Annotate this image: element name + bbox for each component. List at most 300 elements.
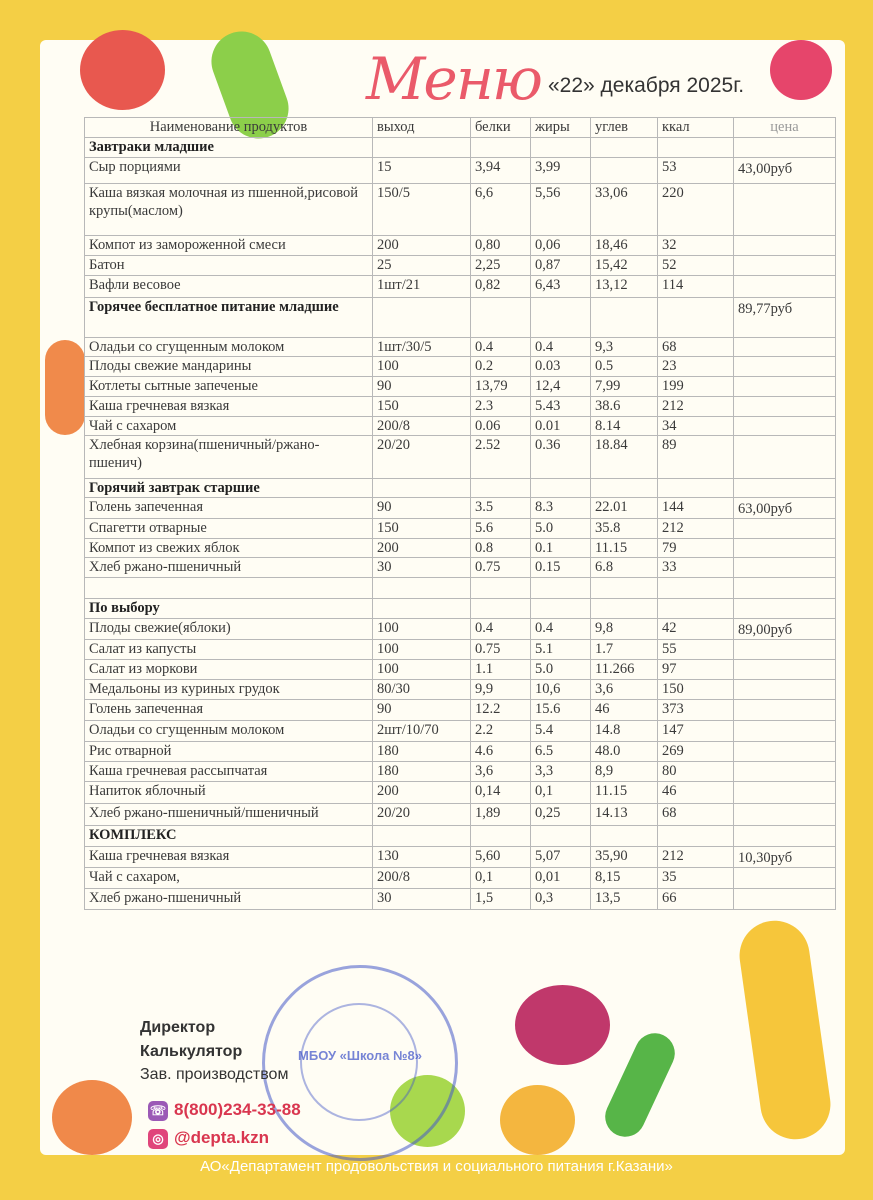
product-name: Рис отварной — [85, 742, 373, 762]
portion-cell: 90 — [373, 377, 471, 397]
phone-number: 8(800)234-33-88 — [174, 1100, 301, 1119]
section-row — [85, 298, 836, 338]
instagram-icon: ◎ — [148, 1129, 168, 1149]
instagram-contact[interactable] — [148, 1128, 269, 1149]
section-row — [85, 826, 836, 847]
portion-cell: 130 — [373, 847, 471, 868]
carbs-cell: 11.266 — [591, 660, 658, 680]
portion-cell: 30 — [373, 558, 471, 578]
portion-cell: 15 — [373, 158, 471, 184]
price-cell — [734, 236, 836, 256]
product-name: Батон — [85, 256, 373, 276]
carbs-cell: 35.8 — [591, 519, 658, 539]
protein-cell: 3,94 — [471, 158, 531, 184]
table-row — [85, 377, 836, 397]
radish-illustration — [770, 40, 832, 100]
kcal-cell: 34 — [658, 417, 734, 436]
kcal-cell: 212 — [658, 847, 734, 868]
protein-cell: 0.8 — [471, 539, 531, 558]
portion-cell: 150/5 — [373, 184, 471, 236]
carbs-cell: 9,8 — [591, 619, 658, 640]
portion-cell: 200 — [373, 539, 471, 558]
table-row — [85, 660, 836, 680]
protein-cell: 9,9 — [471, 680, 531, 700]
product-name: Медальоны из куриных грудок — [85, 680, 373, 700]
carbs-cell: 9,3 — [591, 338, 658, 357]
table-row — [85, 640, 836, 660]
protein-cell: 4.6 — [471, 742, 531, 762]
price-cell: 43,00руб — [734, 158, 836, 184]
kcal-cell — [658, 826, 734, 847]
product-name: Завтраки младшие — [85, 138, 373, 158]
kcal-cell: 68 — [658, 804, 734, 826]
protein-cell: 0.06 — [471, 417, 531, 436]
product-name: Хлеб ржано-пшеничный — [85, 558, 373, 578]
price-cell — [734, 762, 836, 782]
product-name: Голень запеченная — [85, 498, 373, 519]
protein-cell: 2,25 — [471, 256, 531, 276]
protein-cell: 1,5 — [471, 889, 531, 910]
kcal-cell: 35 — [658, 868, 734, 889]
protein-cell — [471, 138, 531, 158]
fat-cell — [531, 298, 591, 338]
portion-cell: 2шт/10/70 — [373, 721, 471, 742]
price-cell — [734, 660, 836, 680]
product-name: Чай с сахаром, — [85, 868, 373, 889]
kcal-cell: 97 — [658, 660, 734, 680]
product-name: По выбору — [85, 599, 373, 619]
table-row — [85, 436, 836, 479]
stamp-text: МБОУ «Школа №8» — [298, 1048, 422, 1063]
beet-illustration — [515, 985, 610, 1065]
portion-cell: 20/20 — [373, 804, 471, 826]
price-cell — [734, 742, 836, 762]
carbs-cell — [591, 138, 658, 158]
price-cell: 89,00руб — [734, 619, 836, 640]
kcal-cell: 46 — [658, 782, 734, 804]
kcal-cell: 55 — [658, 640, 734, 660]
protein-cell: 0.4 — [471, 338, 531, 357]
price-cell — [734, 519, 836, 539]
role-director: Директор — [140, 1019, 216, 1036]
product-name: Компот из свежих яблок — [85, 539, 373, 558]
table-row — [85, 357, 836, 377]
product-name: Плоды свежие мандарины — [85, 357, 373, 377]
table-row — [85, 184, 836, 236]
protein-cell: 0.75 — [471, 558, 531, 578]
fat-cell — [531, 599, 591, 619]
price-cell — [734, 640, 836, 660]
fat-cell — [531, 826, 591, 847]
kcal-cell: 33 — [658, 558, 734, 578]
carbs-cell: 18,46 — [591, 236, 658, 256]
price-cell — [734, 436, 836, 479]
menu-table — [84, 117, 836, 910]
table-row — [85, 236, 836, 256]
portion-cell — [373, 826, 471, 847]
carbs-cell — [591, 826, 658, 847]
protein-cell: 0,80 — [471, 236, 531, 256]
kcal-cell: 66 — [658, 889, 734, 910]
carbs-cell: 6.8 — [591, 558, 658, 578]
kcal-cell: 68 — [658, 338, 734, 357]
product-name — [85, 578, 373, 599]
product-name: Чай с сахаром — [85, 417, 373, 436]
fat-cell: 0,87 — [531, 256, 591, 276]
phone-contact[interactable] — [148, 1100, 301, 1121]
product-name: Салат из капусты — [85, 640, 373, 660]
portion-cell — [373, 138, 471, 158]
price-cell — [734, 804, 836, 826]
price-cell — [734, 479, 836, 498]
section-row — [85, 138, 836, 158]
fat-cell — [531, 578, 591, 599]
column-header: Наименование продуктов — [85, 118, 373, 138]
product-name: Оладьи со сгущенным молоком — [85, 338, 373, 357]
carbs-cell: 8,15 — [591, 868, 658, 889]
kcal-cell — [658, 298, 734, 338]
kcal-cell: 23 — [658, 357, 734, 377]
kcal-cell: 212 — [658, 397, 734, 417]
fat-cell: 5.43 — [531, 397, 591, 417]
carbs-cell — [591, 479, 658, 498]
price-cell — [734, 889, 836, 910]
kcal-cell: 89 — [658, 436, 734, 479]
price-cell — [734, 558, 836, 578]
kcal-cell: 42 — [658, 619, 734, 640]
carbs-cell: 48.0 — [591, 742, 658, 762]
table-row — [85, 868, 836, 889]
column-header: выход — [373, 118, 471, 138]
portion-cell: 25 — [373, 256, 471, 276]
school-stamp — [262, 965, 458, 1161]
kcal-cell: 32 — [658, 236, 734, 256]
carbs-cell: 13,12 — [591, 276, 658, 298]
table-row — [85, 762, 836, 782]
product-name: Вафли весовое — [85, 276, 373, 298]
table-row — [85, 498, 836, 519]
table-row — [85, 889, 836, 910]
protein-cell: 1.1 — [471, 660, 531, 680]
carbs-cell — [591, 599, 658, 619]
price-cell: 10,30руб — [734, 847, 836, 868]
product-name: Каша гречневая вязкая — [85, 397, 373, 417]
protein-cell: 12.2 — [471, 700, 531, 721]
carbs-cell: 14.13 — [591, 804, 658, 826]
protein-cell: 13,79 — [471, 377, 531, 397]
table-header — [85, 118, 836, 138]
fat-cell: 0,06 — [531, 236, 591, 256]
column-header: углев — [591, 118, 658, 138]
product-name: Котлеты сытные запеченые — [85, 377, 373, 397]
price-cell — [734, 357, 836, 377]
fat-cell: 0,3 — [531, 889, 591, 910]
carbs-cell: 13,5 — [591, 889, 658, 910]
column-header: цена — [734, 118, 836, 138]
price-cell — [734, 276, 836, 298]
protein-cell: 0,82 — [471, 276, 531, 298]
portion-cell: 200 — [373, 782, 471, 804]
column-header: жиры — [531, 118, 591, 138]
kcal-cell: 373 — [658, 700, 734, 721]
price-cell — [734, 338, 836, 357]
product-name: Горячий завтрак старшие — [85, 479, 373, 498]
product-name: Напиток яблочный — [85, 782, 373, 804]
portion-cell: 200 — [373, 236, 471, 256]
protein-cell: 5,60 — [471, 847, 531, 868]
price-cell — [734, 256, 836, 276]
carbs-cell — [591, 298, 658, 338]
kcal-cell: 199 — [658, 377, 734, 397]
fat-cell: 5,07 — [531, 847, 591, 868]
price-cell — [734, 599, 836, 619]
product-name: Оладьи со сгущенным молоком — [85, 721, 373, 742]
portion-cell — [373, 298, 471, 338]
fat-cell: 5.4 — [531, 721, 591, 742]
fat-cell: 5.0 — [531, 519, 591, 539]
portion-cell: 180 — [373, 742, 471, 762]
carbs-cell: 33,06 — [591, 184, 658, 236]
protein-cell: 2.2 — [471, 721, 531, 742]
protein-cell: 3,6 — [471, 762, 531, 782]
kcal-cell: 147 — [658, 721, 734, 742]
product-name: КОМПЛЕКС — [85, 826, 373, 847]
fat-cell: 0,01 — [531, 868, 591, 889]
fat-cell — [531, 479, 591, 498]
carbs-cell: 7,99 — [591, 377, 658, 397]
tomato-illustration — [80, 30, 165, 110]
fat-cell: 0,25 — [531, 804, 591, 826]
organization-name: АО«Департамент продовольствия и социального питания г.Казани» — [200, 1158, 673, 1175]
portion-cell: 90 — [373, 700, 471, 721]
portion-cell: 200/8 — [373, 868, 471, 889]
price-cell — [734, 417, 836, 436]
fat-cell: 3,99 — [531, 158, 591, 184]
fat-cell: 5.0 — [531, 660, 591, 680]
kcal-cell: 80 — [658, 762, 734, 782]
table-row — [85, 158, 836, 184]
portion-cell: 100 — [373, 357, 471, 377]
protein-cell: 2.52 — [471, 436, 531, 479]
fat-cell: 12,4 — [531, 377, 591, 397]
carbs-cell: 22.01 — [591, 498, 658, 519]
fat-cell: 0.15 — [531, 558, 591, 578]
fat-cell: 0.4 — [531, 338, 591, 357]
portion-cell: 100 — [373, 640, 471, 660]
portion-cell: 100 — [373, 619, 471, 640]
table-row — [85, 680, 836, 700]
portion-cell — [373, 479, 471, 498]
protein-cell — [471, 298, 531, 338]
kcal-cell: 212 — [658, 519, 734, 539]
table-row — [85, 276, 836, 298]
pear-illustration — [500, 1085, 575, 1155]
table-row — [85, 804, 836, 826]
protein-cell: 3.5 — [471, 498, 531, 519]
price-cell — [734, 721, 836, 742]
menu-date: «22» декабря 2025г. — [548, 74, 745, 97]
table-row — [85, 721, 836, 742]
carbs-cell: 0.5 — [591, 357, 658, 377]
table-row — [85, 742, 836, 762]
protein-cell: 2.3 — [471, 397, 531, 417]
column-header: ккал — [658, 118, 734, 138]
price-cell — [734, 700, 836, 721]
table-row — [85, 519, 836, 539]
fat-cell: 0.36 — [531, 436, 591, 479]
price-cell: 63,00руб — [734, 498, 836, 519]
protein-cell — [471, 479, 531, 498]
price-cell — [734, 184, 836, 236]
price-cell — [734, 578, 836, 599]
portion-cell: 30 — [373, 889, 471, 910]
drumstick-illustration — [45, 340, 85, 435]
protein-cell: 0,14 — [471, 782, 531, 804]
carbs-cell: 14.8 — [591, 721, 658, 742]
fat-cell — [531, 138, 591, 158]
fat-cell: 3,3 — [531, 762, 591, 782]
onion-illustration — [52, 1080, 132, 1155]
portion-cell: 20/20 — [373, 436, 471, 479]
carbs-cell — [591, 578, 658, 599]
price-cell — [734, 868, 836, 889]
fat-cell: 5,56 — [531, 184, 591, 236]
fat-cell: 0.1 — [531, 539, 591, 558]
portion-cell: 100 — [373, 660, 471, 680]
product-name: Сыр порциями — [85, 158, 373, 184]
role-calculator: Калькулятор — [140, 1043, 243, 1060]
product-name: Хлебная корзина(пшеничный/ржано-пшенич) — [85, 436, 373, 479]
protein-cell — [471, 578, 531, 599]
portion-cell — [373, 578, 471, 599]
role-production-head: Зав. производством — [140, 1066, 289, 1083]
portion-cell: 1шт/30/5 — [373, 338, 471, 357]
protein-cell — [471, 599, 531, 619]
price-cell — [734, 826, 836, 847]
fat-cell: 0.03 — [531, 357, 591, 377]
fat-cell: 0,1 — [531, 782, 591, 804]
price-cell — [734, 680, 836, 700]
carbs-cell: 8,9 — [591, 762, 658, 782]
product-name: Плоды свежие(яблоки) — [85, 619, 373, 640]
kcal-cell: 220 — [658, 184, 734, 236]
carbs-cell: 11.15 — [591, 782, 658, 804]
product-name: Голень запеченная — [85, 700, 373, 721]
carbs-cell: 46 — [591, 700, 658, 721]
table-row — [85, 397, 836, 417]
kcal-cell: 269 — [658, 742, 734, 762]
portion-cell: 200/8 — [373, 417, 471, 436]
portion-cell: 180 — [373, 762, 471, 782]
portion-cell: 80/30 — [373, 680, 471, 700]
product-name: Салат из моркови — [85, 660, 373, 680]
product-name: Горячее бесплатное питание младшие — [85, 298, 373, 338]
carbs-cell: 11.15 — [591, 539, 658, 558]
price-cell — [734, 782, 836, 804]
product-name: Каша гречневая вязкая — [85, 847, 373, 868]
product-name: Спагетти отварные — [85, 519, 373, 539]
protein-cell: 0.75 — [471, 640, 531, 660]
fat-cell: 6,43 — [531, 276, 591, 298]
phone-icon: ☏ — [148, 1101, 168, 1121]
fat-cell: 0.4 — [531, 619, 591, 640]
carbs-cell — [591, 158, 658, 184]
protein-cell: 6,6 — [471, 184, 531, 236]
table-row — [85, 619, 836, 640]
kcal-cell: 144 — [658, 498, 734, 519]
kcal-cell — [658, 138, 734, 158]
table-row — [85, 417, 836, 436]
product-name: Компот из замороженной смеси — [85, 236, 373, 256]
carbs-cell: 8.14 — [591, 417, 658, 436]
carbs-cell: 1.7 — [591, 640, 658, 660]
table-row — [85, 256, 836, 276]
price-cell: 89,77руб — [734, 298, 836, 338]
protein-cell — [471, 826, 531, 847]
column-header: белки — [471, 118, 531, 138]
protein-cell: 0.4 — [471, 619, 531, 640]
carbs-cell: 3,6 — [591, 680, 658, 700]
kcal-cell: 52 — [658, 256, 734, 276]
price-cell — [734, 138, 836, 158]
fat-cell: 15.6 — [531, 700, 591, 721]
product-name: Каша гречневая рассыпчатая — [85, 762, 373, 782]
portion-cell: 150 — [373, 519, 471, 539]
fat-cell: 0.01 — [531, 417, 591, 436]
portion-cell — [373, 599, 471, 619]
fat-cell: 10,6 — [531, 680, 591, 700]
carbs-cell: 18.84 — [591, 436, 658, 479]
product-name: Хлеб ржано-пшеничный/пшеничный — [85, 804, 373, 826]
kcal-cell — [658, 578, 734, 599]
kcal-cell: 53 — [658, 158, 734, 184]
section-row — [85, 479, 836, 498]
product-name: Хлеб ржано-пшеничный — [85, 889, 373, 910]
menu-title: Меню — [366, 45, 541, 113]
kcal-cell — [658, 599, 734, 619]
protein-cell: 5.6 — [471, 519, 531, 539]
table-row — [85, 700, 836, 721]
kcal-cell: 150 — [658, 680, 734, 700]
protein-cell: 0,1 — [471, 868, 531, 889]
product-name: Каша вязкая молочная из пшенной,рисовой крупы(маслом) — [85, 184, 373, 236]
table-row — [85, 782, 836, 804]
section-row — [85, 599, 836, 619]
carbs-cell: 35,90 — [591, 847, 658, 868]
price-cell — [734, 377, 836, 397]
table-row — [85, 338, 836, 357]
kcal-cell: 79 — [658, 539, 734, 558]
kcal-cell — [658, 479, 734, 498]
fat-cell: 8.3 — [531, 498, 591, 519]
price-cell — [734, 397, 836, 417]
protein-cell: 1,89 — [471, 804, 531, 826]
table-row — [85, 578, 836, 599]
instagram-handle: @depta.kzn — [174, 1128, 269, 1147]
carbs-cell: 38.6 — [591, 397, 658, 417]
portion-cell: 150 — [373, 397, 471, 417]
table-row — [85, 847, 836, 868]
fat-cell: 6.5 — [531, 742, 591, 762]
portion-cell: 1шт/21 — [373, 276, 471, 298]
price-cell — [734, 539, 836, 558]
carbs-cell: 15,42 — [591, 256, 658, 276]
table-row — [85, 558, 836, 578]
portion-cell: 90 — [373, 498, 471, 519]
table-row — [85, 539, 836, 558]
fat-cell: 5.1 — [531, 640, 591, 660]
protein-cell: 0.2 — [471, 357, 531, 377]
